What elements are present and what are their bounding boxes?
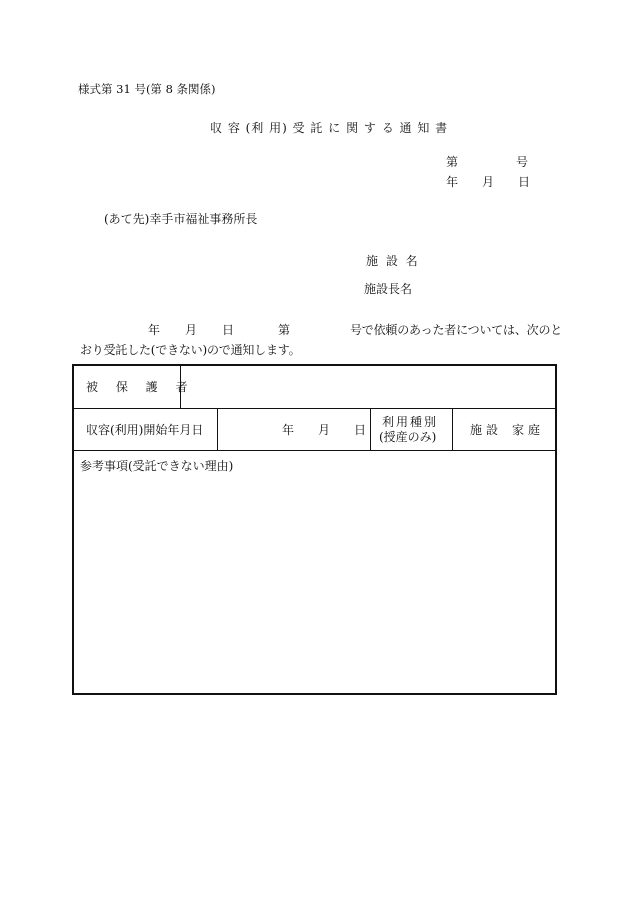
form-table — [72, 364, 557, 695]
start-date-month: 月 — [318, 423, 331, 437]
doc-number-suffix: 号 — [516, 155, 529, 169]
usage-type-label: 利用種別 — [382, 415, 439, 429]
usage-option-home: 家庭 — [512, 423, 545, 437]
usage-type-options — [470, 423, 544, 437]
facility-director-label: 施設長名 — [364, 282, 413, 296]
form-number: 様式第 31 号(第 8 条関係) — [78, 82, 216, 96]
body-day: 日 — [222, 323, 235, 337]
facility-name-label: 施 設 名 — [366, 254, 420, 268]
usage-type-sublabel: (授産のみ) — [379, 430, 437, 444]
table-row-divider — [74, 408, 555, 409]
doc-date-month: 月 — [482, 175, 495, 189]
protected-person-label: 被 保 護 者 — [86, 380, 195, 394]
table-column-divider — [452, 409, 453, 450]
doc-date-day: 日 — [518, 175, 531, 189]
table-row-divider — [74, 450, 555, 451]
body-month: 月 — [185, 323, 198, 337]
table-column-divider — [370, 409, 371, 450]
body-year: 年 — [148, 323, 161, 337]
body-text-line1: 号で依頼のあった者については、次のと — [350, 323, 563, 337]
start-date-label: 収容(利用)開始年月日 — [86, 423, 204, 437]
doc-date-year: 年 — [446, 175, 459, 189]
start-date-day: 日 — [354, 423, 367, 437]
recipient: (あて先)幸手市福祉事務所長 — [104, 212, 258, 226]
document-title: 収 容 (利 用) 受 託 に 関 す る 通 知 書 — [210, 121, 449, 135]
body-text-line2: おり受託した(できない)ので通知します。 — [80, 343, 301, 357]
doc-number-prefix: 第 — [446, 155, 459, 169]
start-date-year: 年 — [282, 423, 295, 437]
usage-option-facility: 施設 — [470, 423, 503, 437]
table-column-divider — [217, 409, 218, 450]
notes-label: 参考事項(受託できない理由) — [80, 459, 234, 473]
body-number-prefix: 第 — [278, 323, 291, 337]
